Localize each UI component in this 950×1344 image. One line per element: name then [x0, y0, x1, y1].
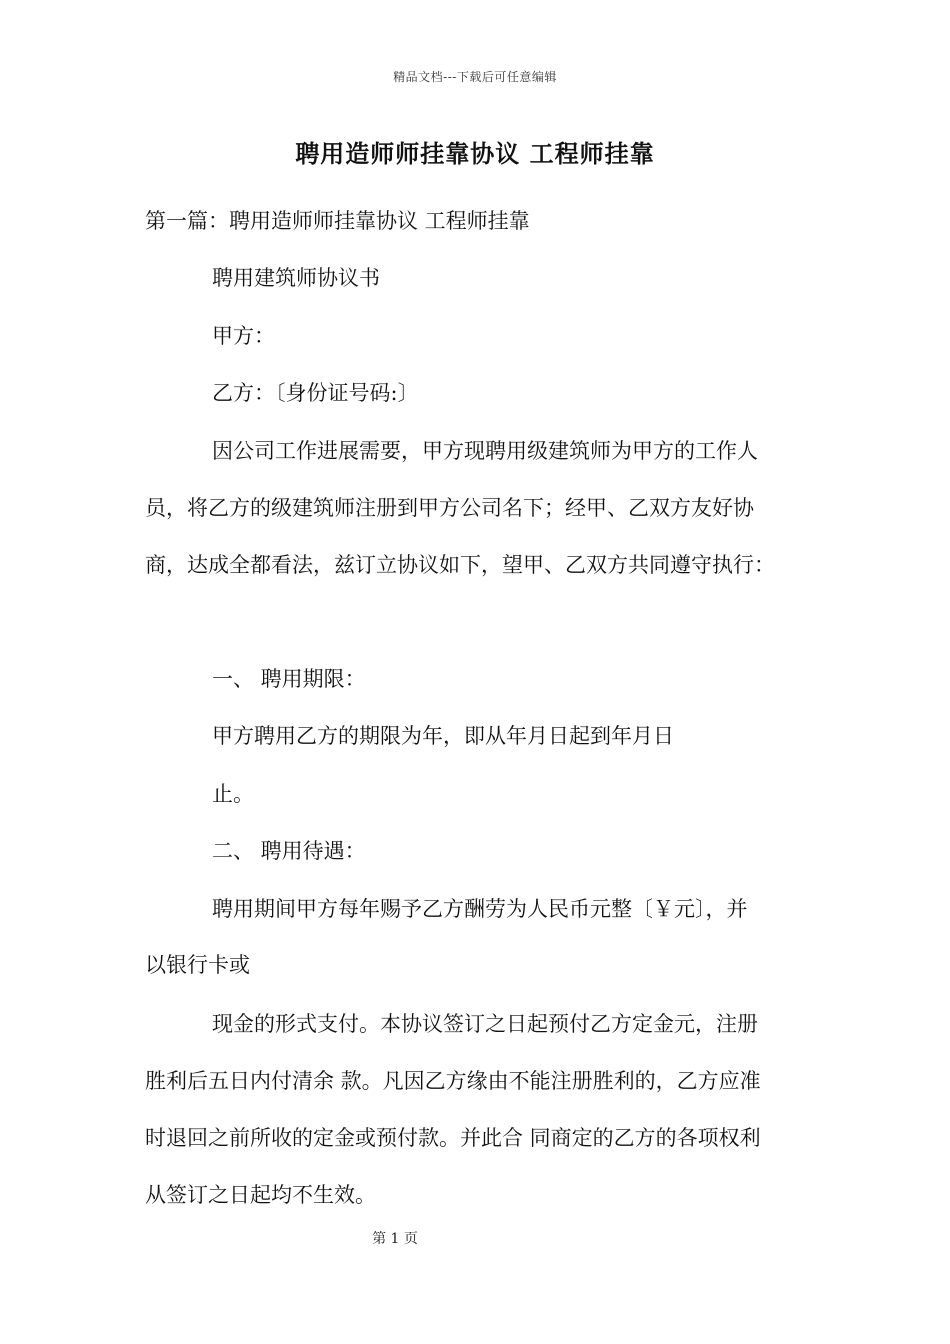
- body-line: 甲方聘用乙方的期限为年，即从年月日起到年月日: [212, 724, 674, 748]
- page-number: 第 1 页: [372, 1231, 418, 1247]
- body-line: 员，将乙方的级建筑师注册到甲方公司名下；经甲、乙双方友好协: [145, 496, 754, 520]
- body-line: 因公司工作进展需要，甲方现聘用级建筑师为甲方的工作人: [212, 439, 758, 463]
- body-line: 止。: [212, 782, 254, 806]
- body-line: 以银行卡或: [145, 953, 250, 977]
- clause-heading: 一、 聘用期限：: [212, 667, 366, 691]
- section-heading: 第一篇：聘用造师师挂靠协议 工程师挂靠: [145, 209, 530, 233]
- body-line: 商，达成全都看法，兹订立协议如下，望甲、乙双方共同遵守执行：: [145, 553, 775, 577]
- party-a-line: 甲方：: [212, 324, 275, 348]
- agreement-name: 聘用建筑师协议书: [212, 266, 380, 290]
- body-line: 聘用期间甲方每年赐予乙方酬劳为人民币元整〔￥元〕，并: [212, 897, 748, 921]
- body-line: 现金的形式支付。本协议签订之日起预付乙方定金元，注册: [212, 1012, 758, 1036]
- page-header: 精品文档---下载后可任意编辑: [393, 70, 557, 84]
- document-title: 聘用造师师挂靠协议 工程师挂靠: [295, 139, 655, 168]
- body-line: 时退回之前所收的定金或预付款。并此合 同商定的乙方的各项权利: [145, 1126, 761, 1150]
- body-line: 从签订之日起均不生效。: [145, 1183, 376, 1207]
- clause-heading: 二、 聘用待遇：: [212, 839, 366, 863]
- body-line: 胜利后五日内付清余 款。凡因乙方缘由不能注册胜利的，乙方应准: [145, 1069, 761, 1093]
- party-b-line: 乙方：〔身份证号码:〕: [212, 381, 419, 405]
